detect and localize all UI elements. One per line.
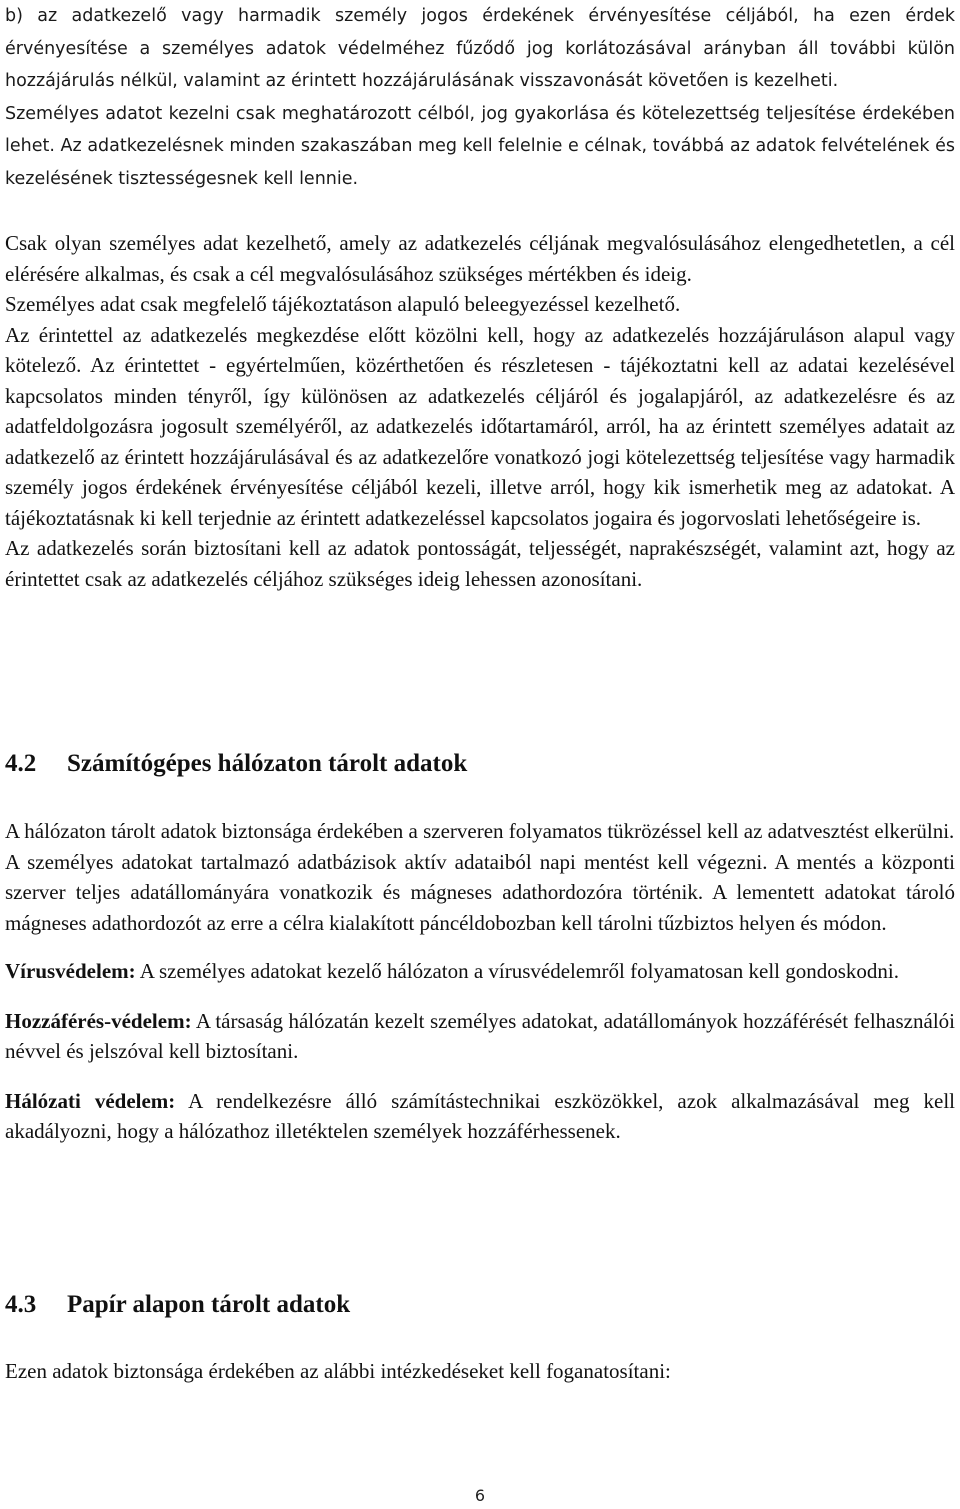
paragraph-mirroring: A hálózaton tárolt adatok biztonsága érdekében a szerveren folyamatos tükrözéssel kell az adatvesztést elkerülni. [5,819,955,843]
paragraph-information: Az érintettel az adatkezelés megkezdése előtt közölni kell, hogy az adatkezelés hozzájáruláson alapul vagy kötelező. Az érintettet - egyértelműen, közérthetően és részletesen - tájékoztatni kell az adatai kezelésével kapcsolatos minden tényről, így különösen az adatkezelés céljáról és jogalapjáról, az adatkezelésre és az adatfeldolgozásra jogosult személyéről, az adatkezelés időtartamáról, arról, ha az érintett személyes adatait az adatkezelő az érintett hozzájárulásával és az adatkezelőre vonatkozó jogi kötelezettség teljesítése vagy harmadik személy jogos érdekének érvényesítése céljából kezeli, illetve arról, hogy kik ismerhetik meg az adatokat. A tájékoztatásnak ki kell terjednie az érintett adatkezeléssel kapcsolatos jogaira és jogorvoslati lehetőségeire is. [5,322,955,530]
paragraph-network-protection [5,1086,955,1147]
section-heading-4-2 [5,750,467,778]
paragraph-consent: Személyes adat csak megfelelő tájékoztatáson alapuló beleegyezéssel kezelhető. [5,292,681,316]
virus-label: Vírusvédelem: [5,959,136,983]
access-text: A társaság hálózatán kezelt személyes adatokat, adatállományok hozzáférését felhasználói névvel és jelszóval kell biztosítani. [5,1008,955,1063]
section-4-3-body [5,1356,955,1387]
purpose-sentence-2: Az adatkezelésnek minden szakaszában meg kell felelnie e célnak, továbbá az adatok felvételének és kezelésének tisztességesnek kell lennie. [5,136,955,189]
paragraph-accuracy: Az adatkezelés során biztosítani kell az adatok pontosságát, teljességét, naprakészségét, valamint azt, hogy az érintettet csak az adatkezelés céljához szükséges ideig lehessen azonosítani. [5,536,955,591]
paragraph-access-protection [5,1006,955,1067]
page-number: 6 [474,1486,486,1505]
section-title: Számítógépes hálózaton tárolt adatok [67,750,468,777]
section-4-2-body [5,816,955,1147]
network-text: A rendelkezésre álló számítástechnikai eszközökkel, azok alkalmazásával meg kell akadályozni, hogy a hálózathoz illetéktelen személyek hozzáférhessenek. [5,1088,955,1143]
paragraph-necessity: Csak olyan személyes adat kezelhető, amely az adatkezelés céljának megvalósulásához elengedhetetlen, a cél elérésére alkalmas, és csak a cél megvalósulásához szükséges mértékben és ideig. [5,231,955,286]
purpose-sentence: Személyes adatot kezelni csak meghatározott célból, jog gyakorlása és kötelezettség teljesítése érdekében lehet. [5,103,955,156]
paragraph-virus-protection [5,956,955,987]
paragraph-intro-b: b) az adatkezelő vagy harmadik személy jogos érdekének érvényesítése céljából, ha ezen érdek érvényesítése a személyes adatok védelméhez fűződő jog korlátozásával arányban áll további külön hozzájárulás nélkül, valamint az érintett hozzájárulásának visszavonását követően is kezelheti. [5,6,955,91]
section-number: 4.3 [5,1291,37,1318]
section-heading-4-3 [5,1291,350,1319]
virus-text: A személyes adatokat kezelő hálózaton a vírusvédelemről folyamatosan kell gondoskodni. [135,959,900,983]
intro-block [5,0,955,195]
body-block [5,228,955,594]
paragraph-backup: A személyes adatokat tartalmazó adatbázisok aktív adataiból napi mentést kell végezni. A mentés a központi szerver teljes adatállományára vonatkozik és mágneses adathordozóra történik. A lementett adatokat tároló mágneses adathordozót az erre a célra kialakított páncéldobozban kell tárolni tűzbiztos helyen és módon. [5,849,955,935]
paragraph-purpose [5,98,955,196]
section-number: 4.2 [5,750,37,777]
access-label: Hozzáférés-védelem: [5,1008,192,1033]
network-label: Hálózati védelem: [5,1088,176,1113]
paragraph-paper-measures: Ezen adatok biztonsága érdekében az alábbi intézkedéseket kell foganatosítani: [5,1359,671,1383]
section-title: Papír alapon tárolt adatok [67,1291,351,1318]
